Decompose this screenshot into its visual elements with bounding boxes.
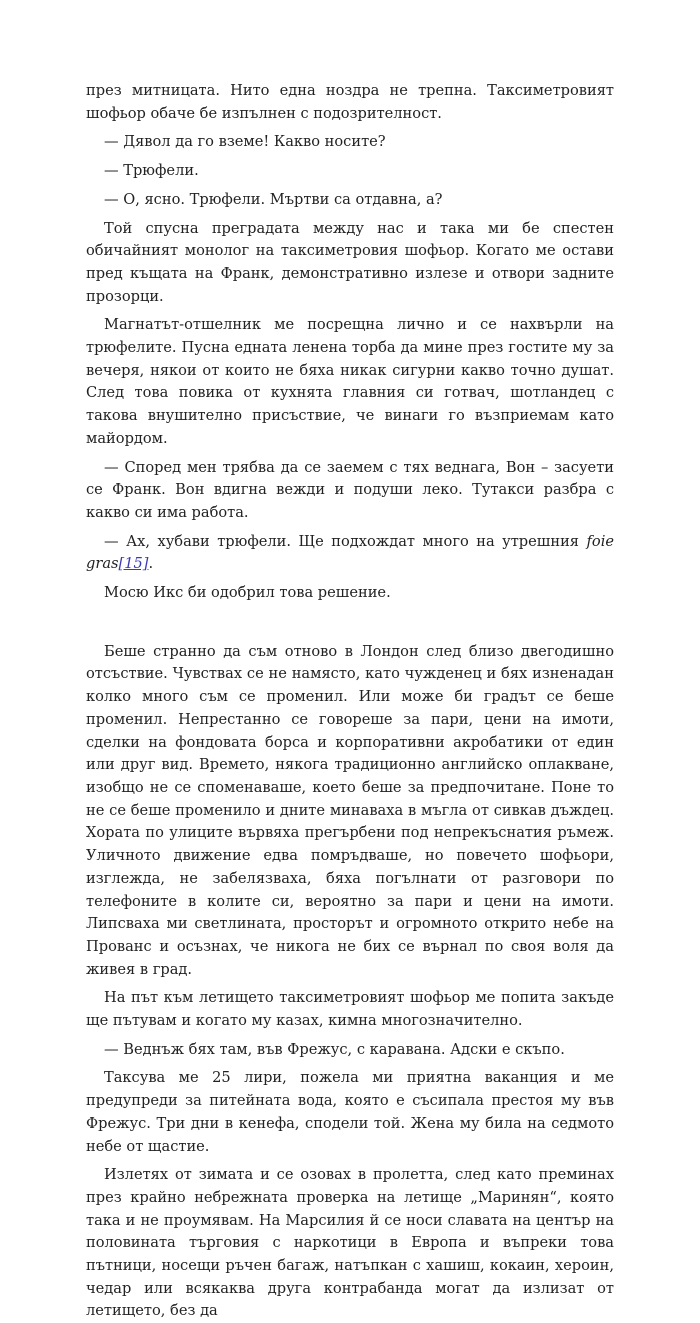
dialogue-line: — Дявол да го вземе! Какво носите? xyxy=(104,133,386,151)
text-span: . xyxy=(148,555,154,573)
paragraph: Мосю Икс би одобрил това решение. xyxy=(104,584,391,602)
paragraph: Таксува ме 25 лири, пожела ми приятна ваканция и ме предупреди за питейната вода, която е съсипала престоя му във Фрежус. Три дни в кенефа, сподели той. Жена му била на седмото небе от щастие. xyxy=(86,1069,614,1155)
dialogue-line: — Веднъж бях там, във Фрежус, с каравана. Адски е скъпо. xyxy=(104,1040,565,1058)
section-break xyxy=(86,611,614,641)
paragraph: На път към летището таксиметровият шофьор ме попита закъде ще пътувам и когато му казах, кимна многозначително. xyxy=(86,989,614,1030)
dialogue-line-foie-gras xyxy=(86,531,614,576)
paragraph: Той спусна преградата между нас и така ми бе спестен обичайният монолог на таксиметровия шофьор. Когато ме остави пред къщата на Франк, демонстративно излезе и отвори задните прозорци. xyxy=(86,219,614,305)
paragraph: Беше странно да съм отново в Лондон след близо двегодишно отсъствие. Чувствах се не намясто, като чужденец и бях изненадан колко много съм се променил. Или може би градът се беше променил. Непрестанно се говореше за пари, цени на имоти, сделки на фондовата борса и корпоративни акробатики от един или друг вид. Времето, някога традиционно английско оплакване, изобщо не се споменаваше, което беше за предпочитане. Поне то не се беше променило и дните минаваха в мъгла от сивкав дъждец. Хората по улиците вървяха прегърбени под непрекъснатия ръмеж. Уличното движение едва помръдваше, но повечето шофьори, изглежда, не забелязваха, бяха погълнати от разговори по телефоните в колите си, вероятно за пари и цени на имоти. Липсваха ми светлината, просторът и огромното открито небе на Прованс и осъзнах, че никога не бих се върнал по своя воля да живея в град. xyxy=(86,642,614,978)
paragraph: Излетях от зимата и се озовах в пролетта, след като преминах през крайно небрежната проверка на летище „Маринян“, която така и не проумявам. На Марсилия й се носи славата на център на половината търговия с наркотици в Европа и въпреки това пътници, носещи ръчен багаж, натъпкан с хашиш, кокаин, хероин, чедар или всякаква друга контрабанда могат да излизат от летището, без да xyxy=(86,1166,614,1320)
paragraph: през митницата. Нито една ноздра не трепна. Таксиметровият шофьор обаче бе изпълнен с подозрителност. xyxy=(86,82,614,122)
italic-phrase: foie gras xyxy=(86,532,614,573)
dialogue-line: — Според мен трябва да се заемем с тях веднага, Вон – засуети се Франк. Вон вдигна вежди и подуши леко. Тутакси разбра с какво си има работа. xyxy=(86,458,614,521)
dialogue-line: — Трюфели. xyxy=(104,162,199,180)
footnote-link[interactable]: [15] xyxy=(118,555,149,573)
text-span: — Ах, хубави трюфели. Ще подхождат много на утрешния xyxy=(104,532,587,550)
paragraph: Магнатът-отшелник ме посрещна лично и се нахвърли на трюфелите. Пусна едната ленена торба да мине през гостите му за вечеря, някои от които не бяха никак сигурни какво точно душат. След това повика от кухнята главния си готвач, шотландец с такова внушително присъствие, че винаги го възприемам като майордом. xyxy=(86,316,614,447)
dialogue-line: — О, ясно. Трюфели. Мъртви са отдавна, а? xyxy=(104,190,443,208)
